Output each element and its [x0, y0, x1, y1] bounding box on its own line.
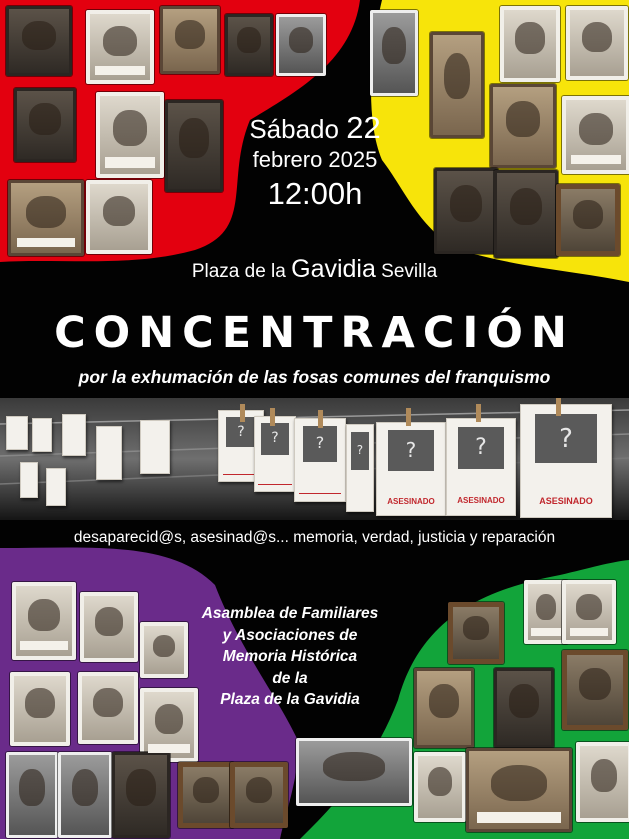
clothespin [318, 410, 323, 428]
portrait-photo [414, 668, 474, 748]
poster-subtitle: por la exhumación de las fosas comunes del franquismo [78, 367, 551, 387]
portrait-photo [576, 742, 629, 822]
portrait-photo [160, 6, 220, 74]
portrait-photo [556, 184, 620, 256]
portrait-photo [230, 762, 288, 828]
place-name: Gavidia [291, 255, 376, 283]
portrait-photo [165, 100, 223, 192]
organizer-line: y Asociaciones de [222, 626, 358, 644]
card-tag: ASESINADO [457, 496, 505, 506]
portrait-photo [58, 752, 112, 838]
portrait-photo [562, 650, 628, 730]
card-small [46, 468, 66, 506]
portrait-photo [12, 582, 76, 660]
card-small [20, 462, 38, 498]
poster-motto: desaparecid@s, asesinad@s... memoria, verdad, justicia y reparación [73, 529, 556, 546]
card-small [6, 416, 28, 450]
portrait-photo [96, 92, 164, 178]
date-month-year: febrero 2025 [252, 147, 378, 172]
place-city: Sevilla [381, 261, 438, 282]
underline [258, 484, 292, 485]
portrait-photo [566, 6, 628, 80]
card-tag: ASESINADO [387, 496, 435, 506]
portrait-photo [490, 84, 556, 168]
portrait-photo [448, 602, 504, 664]
portrait-photo [178, 762, 234, 828]
clothespin [240, 404, 245, 422]
portrait-photo [6, 6, 72, 76]
portrait-photo [225, 14, 273, 76]
clothespin [556, 398, 561, 416]
card-missing [446, 418, 516, 516]
card-missing [376, 422, 446, 516]
portrait-photo [500, 6, 560, 82]
organizer-line: Asamblea de Familiares [201, 605, 379, 622]
card-missing [254, 416, 296, 492]
portrait-photo [562, 96, 629, 174]
portrait-photo [430, 32, 484, 138]
portrait-photo [8, 180, 84, 256]
question-mark: ? [458, 427, 504, 469]
portrait-photo [296, 738, 412, 806]
date-line [240, 110, 390, 146]
question-mark: ? [303, 426, 337, 462]
card-small [62, 414, 86, 456]
card-missing [520, 404, 612, 518]
portrait-photo [276, 14, 326, 76]
portrait-photo [86, 10, 154, 84]
portrait-photo [112, 752, 170, 838]
poster-title: CONCENTRACIÓN [54, 308, 575, 358]
card-small [32, 418, 52, 452]
organizer-line: de la [272, 669, 308, 687]
date-weekday: Sábado [249, 114, 339, 144]
clothespin [270, 408, 275, 426]
question-mark: ? [226, 417, 256, 448]
portrait-photo [494, 668, 554, 748]
question-mark: ? [535, 414, 596, 463]
organizer-line: Plaza de la Gavidia [220, 691, 360, 709]
portrait-photo [86, 180, 152, 254]
clothespin [406, 408, 411, 426]
organizer-block [190, 603, 390, 711]
portrait-photo [80, 592, 138, 662]
event-time: 12:00h [267, 176, 363, 211]
portrait-photo [14, 88, 76, 162]
portrait-photo [414, 752, 466, 822]
portrait-photo [6, 752, 58, 838]
card-small [96, 426, 122, 480]
question-mark: ? [388, 430, 434, 470]
portrait-photo [140, 622, 188, 678]
card-missing [346, 424, 374, 512]
question-mark: ? [261, 423, 288, 456]
portrait-photo [494, 170, 558, 258]
question-mark: ? [351, 432, 369, 470]
portrait-photo [562, 580, 616, 644]
clothespin [476, 404, 481, 422]
underline [299, 493, 341, 494]
card-small [140, 420, 170, 474]
date-day: 22 [346, 110, 381, 145]
organizer-line: Memoria Histórica [222, 648, 358, 666]
card-tag: ASESINADO [539, 495, 593, 506]
portrait-photo [466, 748, 572, 832]
portrait-photo [78, 672, 138, 744]
portrait-photo [370, 10, 418, 96]
portrait-photo [10, 672, 70, 746]
event-place [0, 255, 629, 284]
place-prefix: Plaza de la [191, 261, 286, 282]
portrait-photo [434, 168, 498, 254]
card-missing [294, 418, 346, 502]
clothesline-photo [0, 398, 629, 520]
